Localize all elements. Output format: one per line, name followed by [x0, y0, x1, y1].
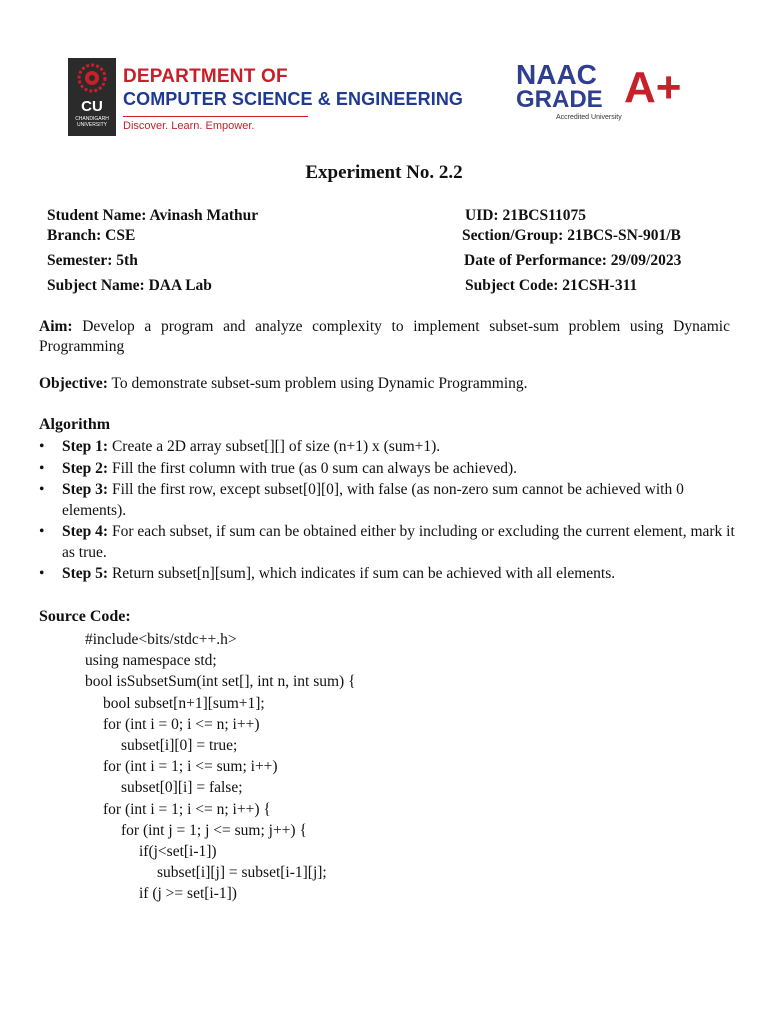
step-label: Step 2:: [62, 459, 109, 477]
bullet-icon: •: [39, 523, 45, 540]
university-logo: [68, 58, 116, 136]
naac-label: NAAC: [516, 59, 597, 90]
date-of-performance: Date of Performance: 29/09/2023: [464, 252, 682, 269]
grade-label: GRADE: [516, 86, 603, 113]
step-text: Fill the first row, except subset[0][0], with false (as non-zero sum cannot be achieved with 0 elements).: [62, 481, 684, 519]
source-code-heading: Source Code:: [39, 608, 131, 625]
code-line: subset[0][i] = false;: [121, 779, 243, 797]
bullet-icon: •: [39, 459, 45, 477]
step-text: Create a 2D array subset[][] of size (n+1) x (sum+1).: [108, 438, 441, 455]
semester: Semester: 5th: [47, 252, 138, 269]
grade-value: A+: [624, 63, 682, 112]
algorithm-step: [39, 522, 739, 563]
aim-paragraph: [39, 317, 730, 357]
algorithm-step: [39, 480, 739, 521]
code-line: #include<bits/stdc++.h>: [85, 631, 237, 648]
step-text: Return subset[n][sum], which indicates if sum can be achieved with all elements.: [108, 565, 616, 582]
department-line-2: COMPUTER SCIENCE & ENGINEERING: [123, 89, 464, 109]
algorithm-steps: [39, 437, 739, 586]
step-label: Step 4:: [62, 523, 109, 540]
section-group: Section/Group: 21BCS-SN-901/B: [462, 227, 681, 244]
header-banner: [68, 58, 700, 138]
branch: Branch: CSE: [47, 227, 136, 244]
step-text: For each subset, if sum can be obtained either by including or excluding the current element, mark it as true.: [62, 523, 735, 561]
tagline: Discover. Learn. Empower.: [123, 120, 255, 132]
bullet-icon: •: [39, 481, 45, 498]
code-line: if (j >= set[i-1]): [139, 885, 237, 903]
step-label: Step 1:: [62, 438, 109, 455]
algorithm-step: [39, 459, 739, 480]
code-line: for (int i = 0; i <= n; i++): [103, 715, 260, 733]
algorithm-step: [39, 564, 739, 585]
gear-emblem-icon: [68, 58, 116, 98]
code-line: using namespace std;: [85, 652, 217, 670]
logo-text: CU: [81, 98, 103, 115]
code-line: if(j<set[i-1]): [139, 843, 217, 861]
aim-text: Develop a program and analyze complexity to implement subset-sum problem using Dynamic Programming: [39, 318, 730, 355]
objective-text: To demonstrate subset-sum problem using Dynamic Programming.: [107, 375, 528, 392]
code-line: subset[i][j] = subset[i-1][j];: [157, 864, 327, 882]
code-line: bool subset[n+1][sum+1];: [103, 694, 265, 712]
code-line: for (int i = 1; i <= sum; i++): [103, 758, 278, 776]
aim-label: Aim:: [39, 318, 73, 335]
code-line: for (int i = 1; i <= n; i++) {: [103, 800, 271, 818]
uid: UID: 21BCS11075: [465, 207, 587, 224]
objective-label: Objective:: [39, 375, 108, 392]
objective-paragraph: [39, 374, 730, 394]
code-line: for (int j = 1; j <= sum; j++) {: [121, 821, 307, 839]
student-name: Student Name: Avinash Mathur: [47, 207, 259, 224]
department-line-1: DEPARTMENT OF: [123, 66, 288, 87]
algorithm-heading: Algorithm: [39, 416, 111, 433]
subject-code: Subject Code: 21CSH-311: [465, 277, 638, 294]
logo-subtext: CHANDIGARH UNIVERSITY: [75, 116, 109, 128]
bullet-icon: •: [39, 438, 45, 455]
step-label: Step 3:: [62, 481, 109, 498]
algorithm-step: [39, 437, 739, 458]
tagline-divider: [123, 116, 308, 117]
experiment-title: Experiment No. 2.2: [305, 162, 463, 183]
bullet-icon: •: [39, 565, 45, 582]
subject-name: Subject Name: DAA Lab: [47, 277, 212, 294]
step-label: Step 5:: [62, 565, 109, 582]
step-text: Fill the first column with true (as 0 sum can always be achieved).: [108, 459, 517, 477]
accredited-label: Accredited University: [556, 114, 622, 121]
code-line: bool isSubsetSum(int set[], int n, int sum) {: [85, 673, 356, 691]
code-line: subset[i][0] = true;: [121, 737, 238, 755]
source-code-block: [0, 629, 356, 905]
